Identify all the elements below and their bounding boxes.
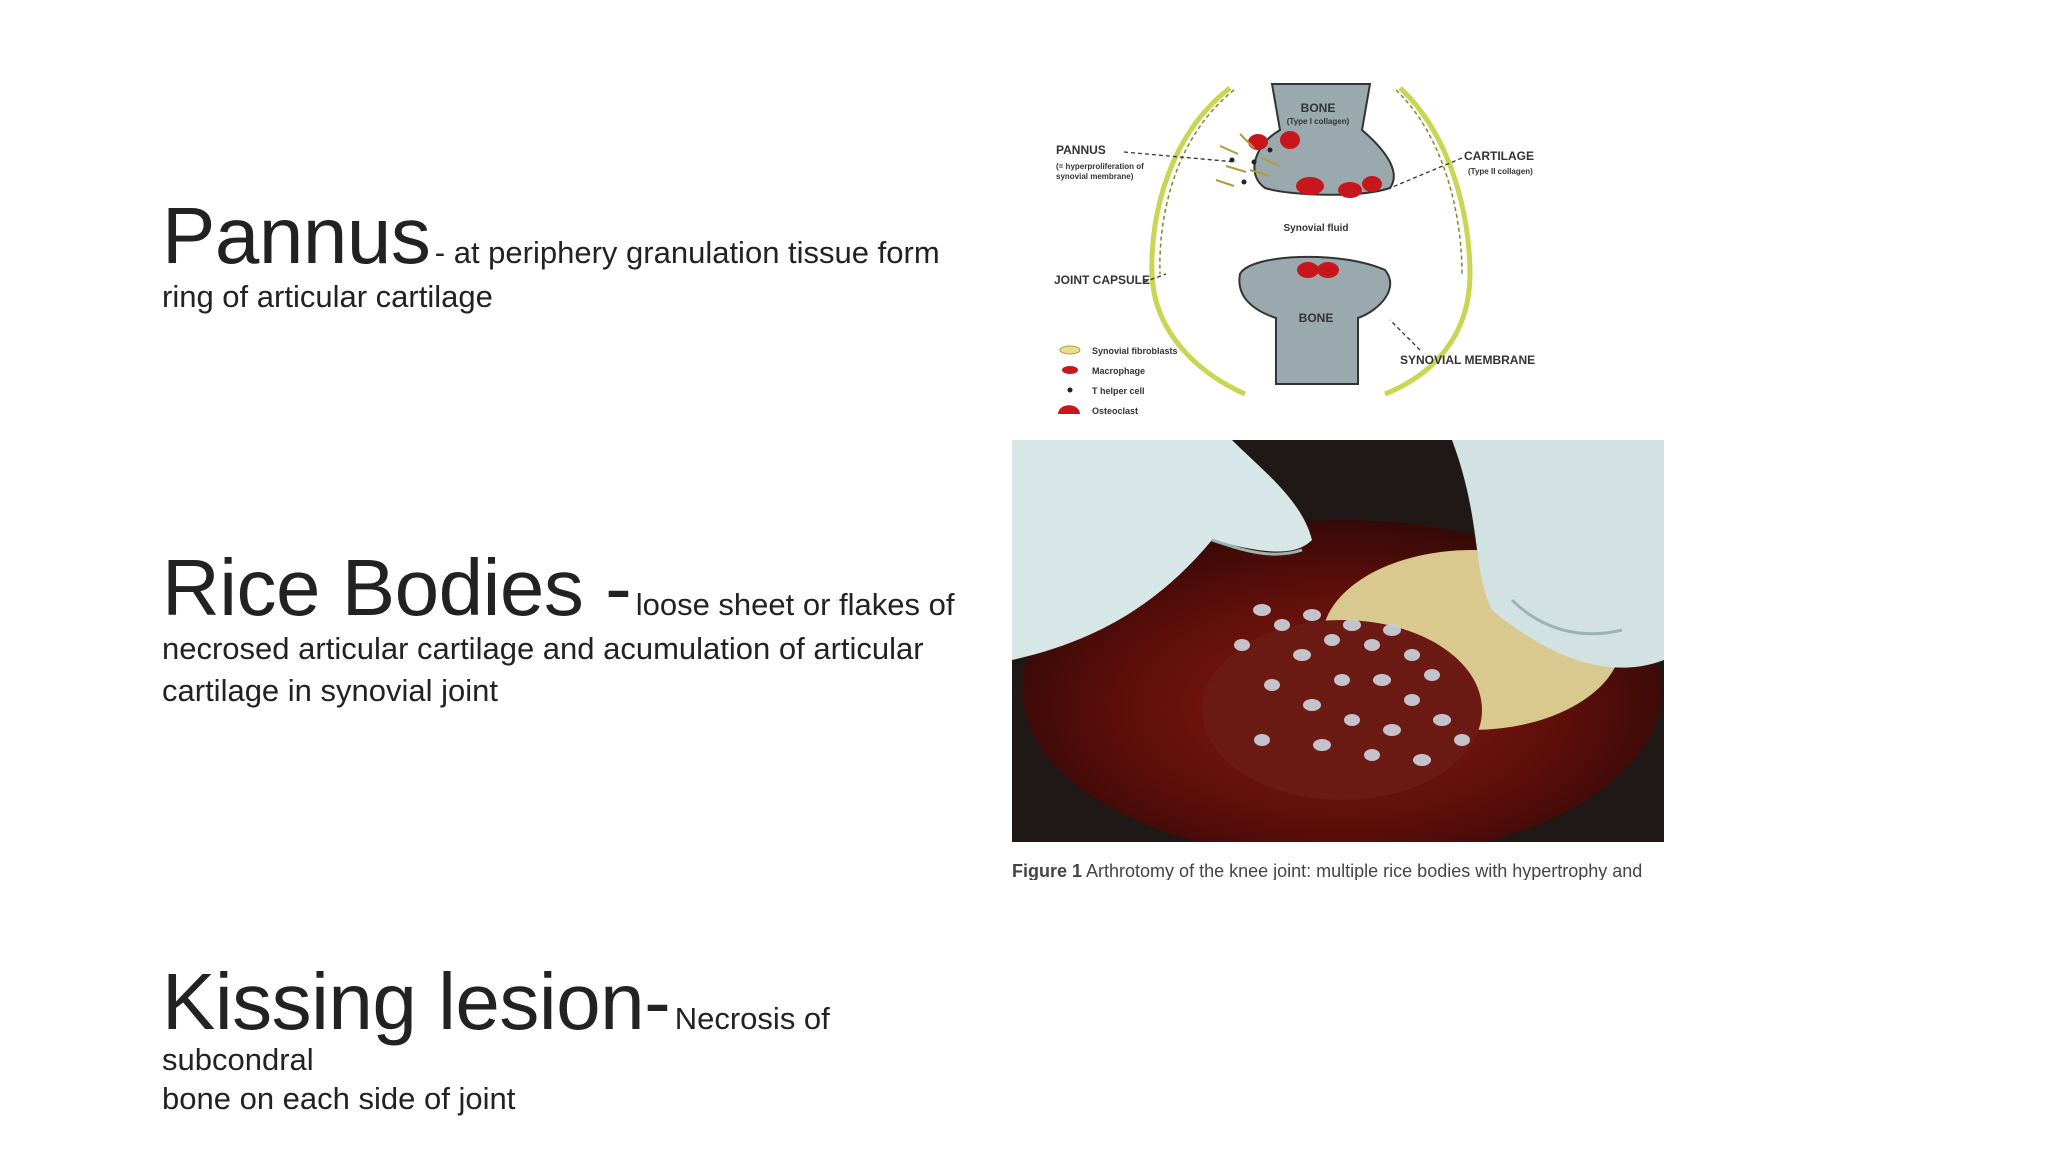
rice-bodies-block bbox=[162, 543, 982, 712]
caption-label: Figure 1 bbox=[1012, 861, 1083, 880]
term-kissing-lesion: Kissing lesion- bbox=[162, 957, 671, 1046]
diagram-pannus: PANNUS bbox=[1056, 143, 1106, 157]
diagram-cartilage-sub: (Type II collagen) bbox=[1468, 167, 1533, 176]
legend-t-helper: T helper cell bbox=[1092, 386, 1145, 396]
kissing-lesion-desc: bone on each side of joint bbox=[162, 1081, 516, 1116]
joint-diagram bbox=[1040, 74, 1600, 434]
kissing-lesion-block bbox=[162, 957, 982, 1120]
diagram-bone-top-sub: (Type I collagen) bbox=[1286, 117, 1350, 126]
legend-fibroblasts: Synovial fibroblasts bbox=[1092, 346, 1178, 356]
legend-macrophage: Macrophage bbox=[1092, 366, 1146, 376]
kissing-lesion-desc-inline: Necrosis of subcondral bbox=[162, 1001, 830, 1077]
diagram-pannus-sub2: synovial membrane) bbox=[1056, 172, 1134, 181]
diagram-pannus-sub1: (= hyperproliferation of bbox=[1056, 162, 1144, 171]
diagram-cartilage: CARTILAGE bbox=[1464, 149, 1534, 163]
rice-bodies-desc-inline: loose sheet or flakes of bbox=[635, 587, 955, 622]
arthrotomy-photo bbox=[1012, 440, 1664, 842]
term-pannus: Pannus bbox=[162, 191, 431, 280]
diagram-joint-capsule: JOINT CAPSULE bbox=[1054, 273, 1151, 287]
pannus-desc-inline: - at periphery granulation tissue form bbox=[434, 235, 940, 270]
figure-caption bbox=[1012, 858, 1664, 880]
diagram-synovial-membrane: SYNOVIAL MEMBRANE bbox=[1400, 353, 1536, 367]
diagram-synovial-fluid: Synovial fluid bbox=[1283, 223, 1349, 234]
diagram-bone-top: BONE bbox=[1300, 101, 1336, 115]
diagram-bone-bottom: BONE bbox=[1298, 311, 1334, 325]
term-rice-bodies: Rice Bodies - bbox=[162, 543, 632, 632]
caption-text: Arthrotomy of the knee joint: multiple rice bodies with hypertrophy and bbox=[1086, 861, 1643, 880]
legend-osteoclast: Osteoclast bbox=[1092, 406, 1139, 416]
rice-bodies-desc: necrosed articular cartilage and acumulation of articular cartilage in synovial joint bbox=[162, 631, 924, 708]
diagram-legend bbox=[1058, 346, 1178, 416]
pannus-block bbox=[162, 191, 982, 318]
pannus-desc: ring of articular cartilage bbox=[162, 279, 493, 314]
